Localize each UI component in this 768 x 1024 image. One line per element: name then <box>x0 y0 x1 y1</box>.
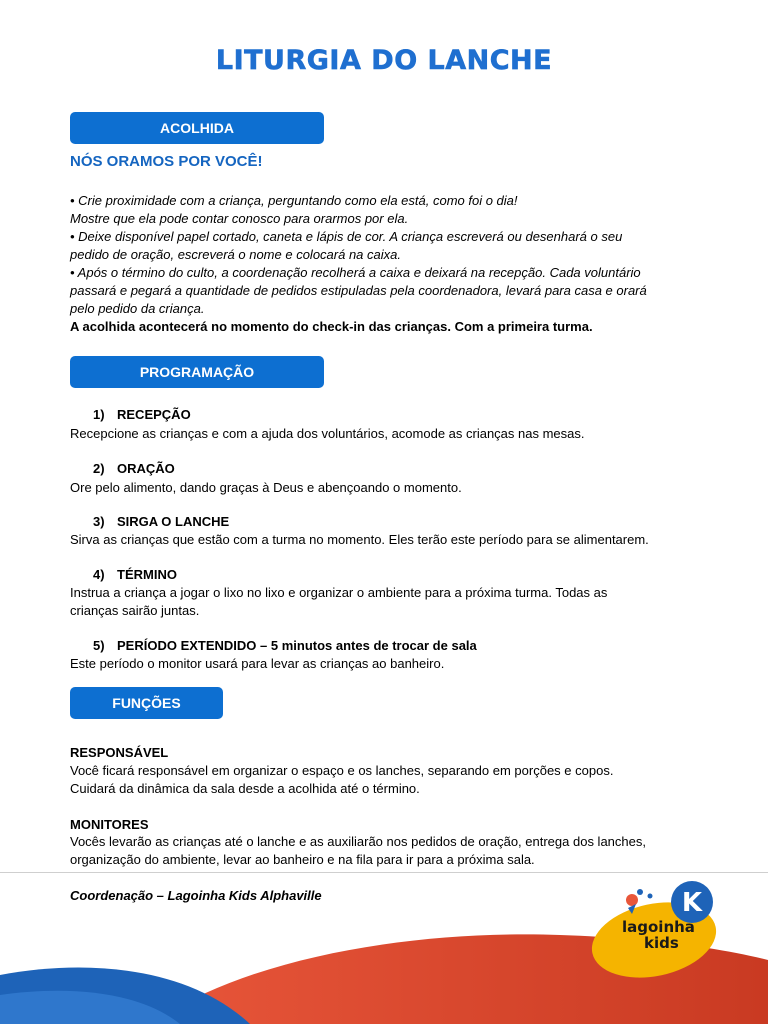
text-line: Você ficará responsável em organizar o espaço e os lanches, separando em porções e copos. <box>70 763 614 778</box>
program-item-heading <box>93 406 191 424</box>
role-title: MONITORES <box>70 817 149 832</box>
text-line: Mostre que ela pode contar conosco para orarmos por ela. <box>70 211 409 226</box>
acolhida-closing: A acolhida acontecerá no momento do check-in das crianças. Com a primeira turma. <box>70 319 593 334</box>
section-header-label: ACOLHIDA <box>160 120 234 136</box>
svg-text:kids: kids <box>644 934 679 952</box>
text-line: Ore pelo alimento, dando graças à Deus e abençoando o momento. <box>70 480 462 495</box>
role-description <box>70 762 720 798</box>
text-line: Cuidará da dinâmica da sala desde a acolhida até o término. <box>70 781 420 796</box>
text-line: Recepcione as crianças e com a ajuda dos voluntários, acomode as crianças nas mesas. <box>70 426 585 441</box>
text-line: • Deixe disponível papel cortado, caneta e lápis de cor. A criança escreverá ou desenhará o seu <box>70 229 623 244</box>
program-item-heading <box>93 566 177 584</box>
text-line: Instrua a criança a jogar o lixo no lixo e organizar o ambiente para a próxima turma. Todas as <box>70 585 608 600</box>
svg-text:K: K <box>681 888 703 918</box>
program-item-title: TÉRMINO <box>117 567 177 582</box>
section-header-programacao <box>70 356 324 388</box>
svg-text:lagoinha: lagoinha <box>622 918 695 936</box>
program-item-title: RECEPÇÃO <box>117 407 191 422</box>
program-item-number: 1) <box>93 407 105 422</box>
section-header-label: FUNÇÕES <box>112 695 181 711</box>
text-line: pedido de oração, escreverá o nome e colocará na caixa. <box>70 247 401 262</box>
program-item-heading <box>93 460 175 478</box>
role-title: RESPONSÁVEL <box>70 745 169 760</box>
program-item-number: 5) <box>93 638 105 653</box>
text-line: crianças sairão juntas. <box>70 603 200 618</box>
program-item-title: ORAÇÃO <box>117 461 175 476</box>
section-header-acolhida <box>70 112 324 144</box>
text-line: organização do ambiente, levar ao banheiro e na fila para ir para a próxima sala. <box>70 852 535 867</box>
acolhida-instructions <box>70 192 720 318</box>
program-item-text <box>70 531 720 549</box>
program-item-title: PERÍODO EXTENDIDO – 5 minutos antes de trocar de sala <box>117 638 477 653</box>
program-item-number: 4) <box>93 567 105 582</box>
text-line: • Após o término do culto, a coordenação recolherá a caixa e deixará na recepção. Cada voluntário <box>70 265 641 280</box>
text-line: • Crie proximidade com a criança, perguntando como ela está, como foi o dia! <box>70 193 518 208</box>
text-line: Vocês levarão as crianças até o lanche e as auxiliarão nos pedidos de oração, entrega dos lanches, <box>70 834 646 849</box>
section-header-funcoes <box>70 687 223 719</box>
footer-divider <box>0 872 768 873</box>
program-item-text <box>70 655 720 673</box>
section-header-label: PROGRAMAÇÃO <box>139 364 255 380</box>
footer-credit: Coordenação – Lagoinha Kids Alphaville <box>70 888 322 903</box>
program-item-text <box>70 584 720 620</box>
page-title: LITURGIA DO LANCHE <box>215 45 553 76</box>
program-item-heading <box>93 513 229 531</box>
text-line: pelo pedido da criança. <box>70 301 205 316</box>
role-description <box>70 833 720 869</box>
text-line: Sirva as crianças que estão com a turma no momento. Eles terão este período para se alimentarem. <box>70 532 649 547</box>
program-item-number: 3) <box>93 514 105 529</box>
acolhida-subtitle: NÓS ORAMOS POR VOCÊ! <box>70 153 263 170</box>
program-item-text <box>70 425 720 443</box>
program-item-text <box>70 479 720 497</box>
text-line: Este período o monitor usará para levar as crianças ao banheiro. <box>70 656 445 671</box>
program-item-heading <box>93 637 477 655</box>
text-line: passará e pegará a quantidade de pedidos estipuladas pela coordenadora, levará para casa e orará <box>70 283 647 298</box>
program-item-number: 2) <box>93 461 105 476</box>
lagoinha-kids-logo <box>588 878 728 978</box>
program-item-title: SIRGA O LANCHE <box>117 514 230 529</box>
